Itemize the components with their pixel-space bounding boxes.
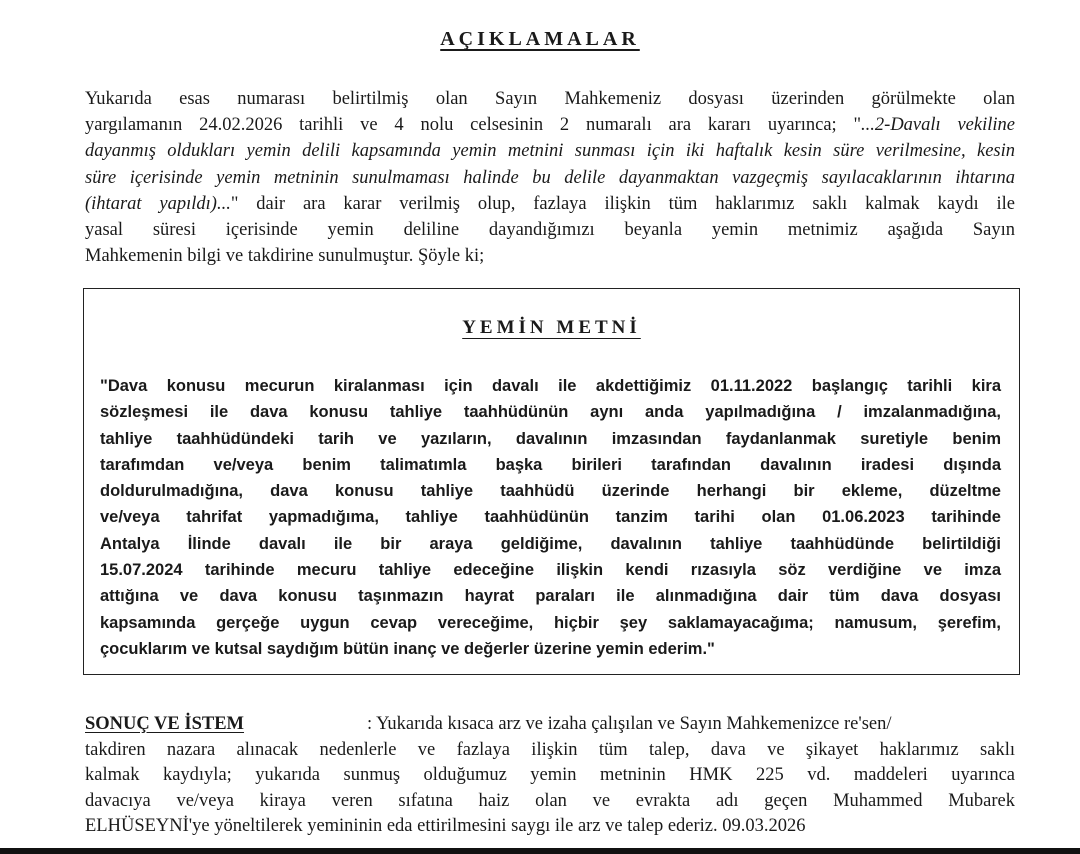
intro-text-segment: Mahkemenin bilgi ve takdirine sunulmuştur. Şöyle ki; bbox=[85, 246, 485, 267]
conclusion-first-line-text: : Yukarıda kısaca arz ve izaha çalışılan ve Sayın Mahkemenizce re'sen/ bbox=[367, 714, 892, 734]
conclusion-line: davacıya ve/veya kiraya veren sıfatına haiz olan ve evrakta adı geçen Muhammed Mubarek bbox=[85, 790, 1015, 811]
oath-line: doldurulmadığına, dava konusu tahliye taahhüdü üzerinde herhangi bir ekleme, düzeltme bbox=[100, 482, 1001, 501]
oath-line: attığına ve dava konusu taşınmazın hayrat paraları ile alınmadığına dair tüm dava dosyası bbox=[100, 587, 1001, 606]
oath-line: "Dava konusu mecurun kiralanması için davalı ile akdettiğimiz 01.11.2022 başlangıç tarihli kira bbox=[100, 377, 1001, 395]
oath-box-title bbox=[84, 317, 1019, 339]
conclusion-heading: SONUÇ VE İSTEM bbox=[85, 714, 245, 734]
conclusion-line: kalmak kaydıyla; yukarıda sunmuş olduğumuz yemin metninin HMK 225 vd. maddeleri uyarınca bbox=[85, 765, 1015, 785]
intro-line bbox=[85, 165, 1015, 191]
section-heading-aciklamalar bbox=[0, 28, 1080, 51]
intro-text-segment: süre içerisinde yemin metninin sunulmaması halinde bu delile dayanmaktan vazgeçmiş sayılacaklarının ihtarına bbox=[85, 167, 1015, 188]
intro-line bbox=[85, 112, 1015, 138]
oath-text-box bbox=[83, 288, 1020, 675]
oath-line: tarafımdan ve/veya benim talimatımla başka birileri tarafından davalının iradesi dışında bbox=[100, 455, 1001, 474]
oath-title-text: YEMİN METNİ bbox=[462, 317, 641, 338]
intro-text-segment: " dair ara karar verilmiş olup, fazlaya ilişkin tüm haklarımız saklı kalmak kaydı ile bbox=[230, 193, 1015, 214]
conclusion-body bbox=[85, 738, 1015, 840]
conclusion-first-line bbox=[85, 712, 1015, 738]
oath-line: 15.07.2024 tarihinde mecuru tahliye edeceğine ilişkin kendi rızasıyla söz verdiğine ve imza bbox=[100, 561, 1001, 580]
conclusion-section bbox=[85, 712, 1015, 840]
intro-line bbox=[85, 217, 1015, 243]
intro-text-segment: dayanmış oldukları yemin delili kapsamında yemin metnini sunması için iki haftalık kesin süre verilmesine, kesin bbox=[85, 141, 1015, 162]
intro-text-segment: Yukarıda esas numarası belirtilmiş olan Sayın Mahkemeniz dosyası üzerinden görülmekte olan bbox=[85, 89, 1015, 109]
intro-line bbox=[85, 138, 1015, 164]
intro-paragraph bbox=[85, 86, 1015, 269]
intro-line bbox=[85, 243, 1015, 269]
intro-line bbox=[85, 86, 1015, 112]
oath-line: ve/veya tahrifat yapmadığıma, tahliye taahhüdünün tanzim tarihi olan 01.06.2023 tarihinde bbox=[100, 508, 1001, 527]
conclusion-line: takdiren nazara alınacak nedenlerle ve fazlaya ilişkin tüm talep, dava ve şikayet haklarımız saklı bbox=[85, 739, 1015, 760]
heading-text: AÇIKLAMALAR bbox=[440, 28, 640, 50]
oath-line: Antalya İlinde davalı ile bir araya geldiğime, davalının tahliye taahhüdünde belirtildiği bbox=[100, 534, 1001, 553]
oath-line: kapsamında gerçeğe uygun cevap vereceğime, hiçbir şey saklamayacağıma; namusum, şerefim, bbox=[100, 613, 1001, 632]
oath-line: sözleşmesi ile dava konusu tahliye taahhüdünün aynı anda yapılmadığına / imzalanmadığına, bbox=[100, 403, 1001, 422]
oath-line: çocuklarım ve kutsal saydığım bütün inanç ve değerler üzerine yemin ederim." bbox=[100, 639, 715, 658]
intro-text-segment: yargılamanın 24.02.2026 tarihli ve 4 nolu celsesinin 2 numaralı ara kararı uyarınca; " bbox=[85, 115, 862, 136]
intro-line bbox=[85, 191, 1015, 217]
conclusion-line: ELHÜSEYNİ'ye yöneltilerek yemininin eda ettirilmesini saygı ile arz ve talep ederiz. 09.03.2026 bbox=[85, 816, 806, 836]
oath-line: tahliye taahhüdündeki tarih ve yazıların, davalının imzasından faydanlanmak suretiyle benim bbox=[100, 429, 1001, 448]
intro-text-segment: (ihtarat yapıldı)... bbox=[85, 193, 231, 214]
page-bottom-edge bbox=[0, 848, 1080, 854]
intro-text-segment: ...2-Davalı vekiline bbox=[861, 115, 1015, 136]
oath-text bbox=[100, 373, 1001, 662]
intro-text-segment: yasal süresi içerisinde yemin deliline dayandığımızı beyanla yemin metnimiz aşağıda Sayın bbox=[85, 219, 1015, 240]
